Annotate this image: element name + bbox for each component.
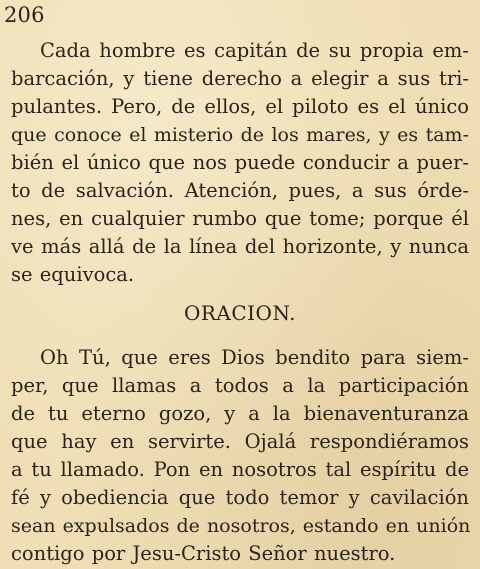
- paragraph1-line: nes, en cualquier rumbo que tome; porque él: [11, 207, 469, 230]
- paragraph2-line: Oh Tú, que eres Dios bendito para siem-: [40, 346, 469, 369]
- paragraph1-line: bién el único que nos puede conducir a puer-: [11, 151, 469, 174]
- paragraph2-line: contigo por Jesu-Cristo Señor nuestro.: [11, 542, 396, 565]
- paragraph2-line: a tu llamado. Pon en nosotros tal espíritu de: [11, 458, 469, 481]
- paragraph1-line: barcación, y tiene derecho a elegir a sus tri-: [11, 67, 469, 90]
- paragraph2-line: per, que llamas a todos a la participación: [11, 374, 469, 397]
- paragraph2-line: que hay en servirte. Ojalá respondiéramos: [11, 430, 469, 453]
- section-heading: ORACION.: [183, 301, 297, 325]
- page-number: 206: [4, 3, 45, 27]
- paragraph2-line: fé y obediencia que todo temor y cavilación: [11, 486, 469, 509]
- paragraph1-line: pulantes. Pero, de ellos, el piloto es el único: [11, 95, 469, 118]
- paragraph1-line: se equivoca.: [11, 263, 135, 286]
- paragraph2-line: de tu eterno gozo, y a la bienaventuranza: [11, 402, 469, 425]
- paragraph2-line: sean expulsados de nosotros, estando en unión: [11, 515, 471, 537]
- paragraph1-line: Cada hombre es capitán de su propia em-: [40, 39, 469, 62]
- paragraph1-line: to de salvación. Atención, pues, a sus órde-: [11, 179, 469, 202]
- paragraph1-line: ve más allá de la línea del horizonte, y nunca: [11, 235, 469, 258]
- paragraph1-line: que conoce el misterio de los mares, y es tam-: [11, 124, 469, 146]
